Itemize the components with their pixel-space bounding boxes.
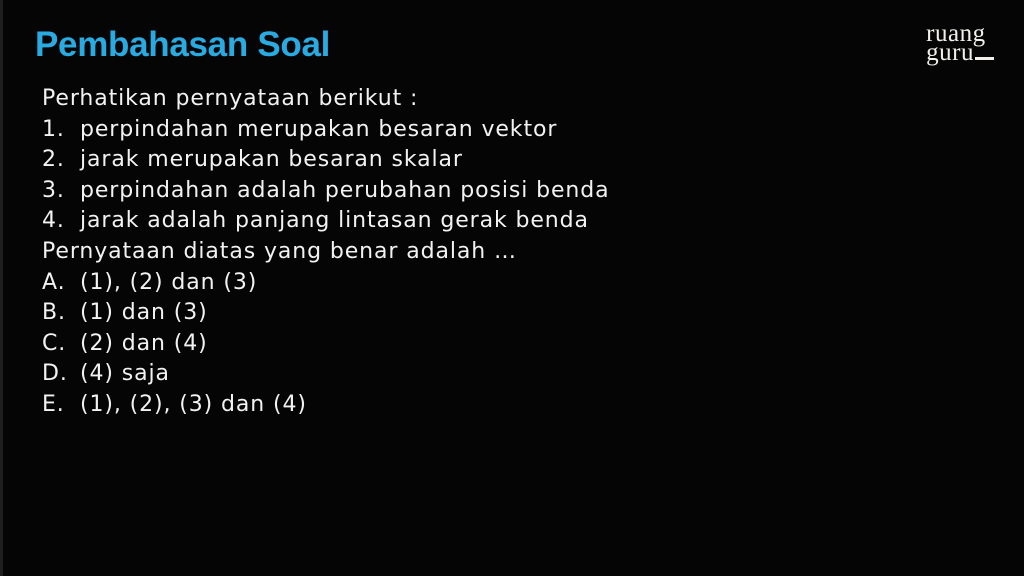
option-row: [42, 329, 742, 360]
option-letter: A.: [42, 269, 66, 295]
statement-text: perpindahan adalah perubahan posisi benda: [80, 177, 610, 203]
question-prompt: Pernyataan diatas yang benar adalah …: [42, 238, 517, 264]
question-intro: Perhatikan pernyataan berikut :: [42, 86, 419, 111]
option-letter: D.: [42, 361, 68, 387]
option-letter: B.: [42, 300, 66, 326]
brand-underline: [975, 57, 994, 60]
option-text: (1) dan (3): [80, 300, 208, 326]
statement-row: [42, 145, 742, 176]
option-text: (1), (2), (3) dan (4): [80, 391, 307, 417]
statement-number: 3.: [42, 177, 65, 203]
option-text: (4) saja: [80, 361, 170, 387]
statement-text: jarak merupakan besaran skalar: [80, 147, 463, 173]
page-title: Pembahasan Soal: [35, 25, 331, 64]
statement-text: perpindahan merupakan besaran vektor: [80, 116, 558, 142]
statement-number: 4.: [42, 208, 65, 234]
option-text: (2) dan (4): [80, 330, 208, 356]
statement-number: 2.: [42, 147, 65, 173]
option-letter: E.: [42, 391, 65, 417]
option-row: [42, 298, 742, 329]
brand-logo-line1: ruang: [926, 20, 986, 47]
option-text: (1), (2) dan (3): [80, 269, 258, 295]
statement-row: [42, 176, 742, 207]
option-row: [42, 359, 742, 390]
statement-row: [42, 115, 742, 146]
option-letter: C.: [42, 330, 67, 356]
brand-logo: [926, 20, 994, 66]
statement-number: 1.: [42, 116, 65, 142]
left-edge-strip: [0, 0, 3, 576]
statement-text: jarak adalah panjang lintasan gerak benda: [80, 208, 589, 234]
option-row: [42, 390, 742, 421]
statement-row: [42, 206, 742, 237]
question-block: [42, 84, 742, 421]
option-row: [42, 268, 742, 299]
brand-logo-line2: guru: [926, 43, 994, 62]
